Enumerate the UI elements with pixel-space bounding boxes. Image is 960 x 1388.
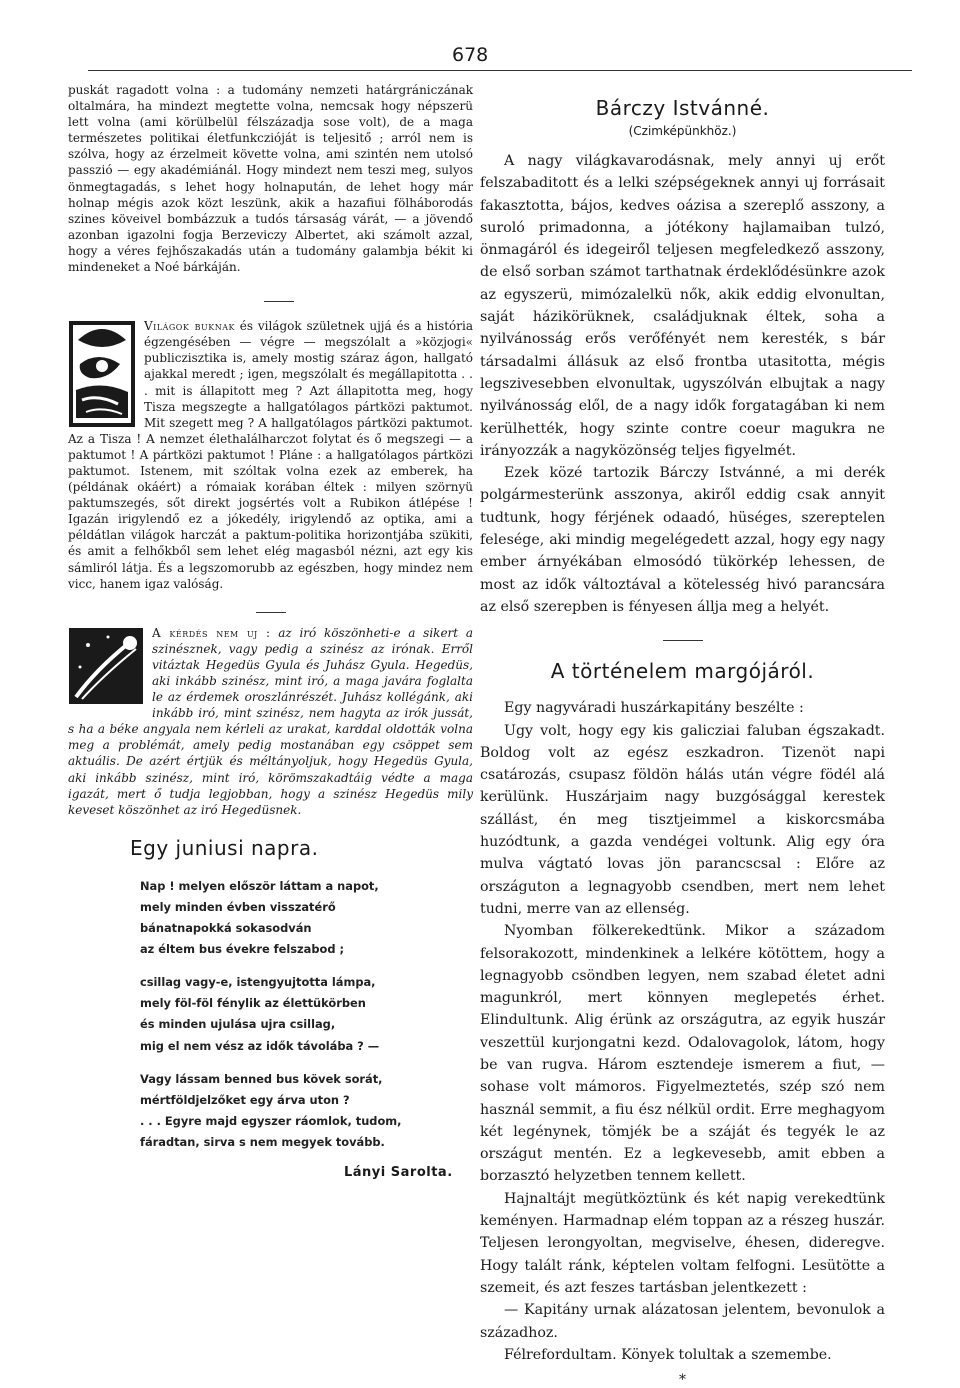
- history-article-title: A történelem margójáról.: [550, 659, 815, 684]
- history-paragraph: Félrefordultam. Könyek tolultak a szemembe.: [504, 1346, 832, 1363]
- shooting-star-ornament-icon: [68, 627, 144, 705]
- kerdes-section: [68, 625, 473, 818]
- poem-author: Lányi Sarolta.: [344, 1164, 453, 1180]
- poem-line: csillag vagy-e, istengyujtotta lámpa,: [140, 975, 376, 990]
- section-divider-2: [256, 612, 286, 613]
- history-paragraph: — Kapitány urnak alázatosan jelentem, bevonulok a századhoz.: [480, 1302, 885, 1341]
- history-paragraph: Egy nagyváradi huszárkapitány beszélte :: [504, 700, 804, 717]
- portrait-article-subtitle: (Czimképünkhöz.): [628, 124, 737, 138]
- end-mark: *: [679, 1372, 686, 1388]
- poem-line: mely minden évben visszatérő: [140, 899, 336, 914]
- poem-line: mértföldjelzőket egy árva uton ?: [140, 1092, 350, 1107]
- history-paragraph: Ugy volt, hogy egy kis galicziai faluban égszakadt. Boldog volt az egész eszkadron. Tizenöt napi csatározás, csupasz földön hálás után végre födél alá kerülünk. Huszárjaim nagy buzgósággal kerestek szállást, én meg tisztjeimmel a kiskorcsmába huzódtunk, a gazda vendégei voltunk. Alig egy óra mulva vágtató lovas jön parancscsal : Előre az országuton a legnagyobb csendben, mert nem lehet tudni, merre van az ellenség.: [480, 722, 885, 917]
- header-rule: [88, 70, 912, 71]
- kerdes-lead: A kérdés nem uj :: [152, 625, 271, 640]
- poem-line: . . . Egyre majd egyszer ráomlok, tudom,: [140, 1113, 402, 1128]
- intro-paragraph: puskát ragadott volna : a tudomány nemzeti határgrániczának oltalmára, ha mindezt megtette volna, nemcsak hogy népszerü lett volna (ami körülbelül félszázadja sose volt), de a maga természetes politikai életfunkczióját is teljesitő ; arról nem is szólva, hogy az érzelmeit követte volna, ami szintén nem utolsó passzió — egy akadémiánál. Hogy mindezt nem teszi meg, sulyos önmegtagadás, s lehet hogy holnapután, de lehet hogy már holnap mégis azok közt leszünk, akik a hazafiui fölháborodás szines köveivel bombázzuk a tudós társaság várát, — a jövendő azonban igazolni fogja Berzeviczy Albertet, aki számolt azzal, hogy a véres fejhőszakadás után a tudomány galambja békit ki mindeneket a Noé bárkáján.: [68, 83, 473, 275]
- poem-line: és minden ujulása ujra csillag,: [140, 1017, 336, 1032]
- page-number: 678: [452, 44, 489, 66]
- poem-line: az éltem bus évekre felszabod ;: [140, 942, 345, 957]
- left-column: [68, 82, 473, 1180]
- history-paragraph: Nyomban fölkerekedtünk. Mikor a századom felsorakozott, mindenkinek a lelkére kötöttem, hogy a legnagyobb csöndben legyen, nem szabad életet adni magunkról, mert könnyen meglepetés érhet. Elindultunk. Alig érünk az országutra, az egyik huszár veszettül kurjongatni kezd. Odalovagolok, látom, hogy be van rugva. Három esztendeje ismerem a fiut, — sohase volt mámoros. Figyelmeztetés, szép szó nem használ semmit, a fiu ész nélkül ordit. Erre meghagyom két legénynek, tömjék be a száját és tegyék le az országut mentén. Ez a legkevesebb, amit ebben a borzasztó helyzetben tennem kellett.: [480, 923, 885, 1185]
- right-column: [480, 82, 885, 1388]
- poem-line: Vagy lássam benned bus kövek sorát,: [140, 1071, 383, 1086]
- poem-line: Nap ! melyen először láttam a napot,: [140, 878, 379, 893]
- vilagok-lead: Világok buknak: [144, 319, 235, 334]
- poem-stanza: [140, 876, 473, 960]
- poem-line: fáradtan, sirva s nem megyek tovább.: [140, 1134, 385, 1149]
- art-nouveau-ornament-icon: [68, 320, 136, 428]
- portrait-article-title: Bárczy Istvánné.: [595, 96, 770, 120]
- poem-body: [140, 876, 473, 1153]
- portrait-paragraph: A nagy világkavarodásnak, mely annyi uj erőt felszabaditott és a lelki szépségeknek annyi uj forrásait fakasztotta, bájos, kedves oázisa a szereplő asszony, a suroló primadonna, a jótékony hajlamaiban tulzó, önmagáról és idegeiről teljesen megfeledkező asszony, de első sorban számot tarthatnak érdeklődésünkre azok az egyszerü, mimózalelkü nők, akik eddig elvonultan, saját házikörüknek, családjuknak éltek, soha a nyilvánosság erős verőfényét nem keresték, s bár társadalmi állásuk az első frontba utasitotta, mégis legszivesebben elvonultak, ugyszólván elbujtak a nagy nyilvánosság elől, de a nagy idők forgatagában ki nem kerülhették, hogy szinte contre coeur magukra ne irányozzák a nagyközönség teljes figyelmét.: [480, 153, 885, 459]
- portrait-paragraph: Ezek közé tartozik Bárczy Istvánné, a mi derék polgármesterünk asszonya, akiről eddig csak annyit tudtunk, hogy férjének odaadó, hüséges, szereptelen felesége, aki mindig megelégedett azzal, hogy egy nagy ember árnyékában elmosódó tükörkép lehessen, de most az idők változtával a kötelesség hivó parancsára az első szerepben is fényesen állja meg a helyét.: [480, 465, 885, 615]
- section-divider: [264, 301, 294, 302]
- poem-stanza: [140, 972, 473, 1056]
- poem-title: Egy juniusi napra.: [130, 835, 319, 860]
- poem-line: bánatnapokká sokasodván: [140, 921, 312, 936]
- poem-line: mely föl-föl fénylik az élettükörben: [140, 996, 366, 1011]
- kerdes-text: az iró köszönheti-e a sikert a szinésznek, vagy pedig a szinész az irónak. Erről vitáztak Hegedüs Gyula és Juhász Gyula. Hegedüs, aki inkább szinész, mint iró, a maga javára foglalta le az érdemek oroszlánrészét. Juhász kollégánk, aki inkább iró, mint szinész, nem hagyta az irók jussát, s ha a béke angyala nem kérleli az urakat, karddal oldották volna meg a problémát, amely pedig mostanában egy csöppet sem aktuális. De azért értjük és méltányoljuk, hogy Hegedüs Gyula, aki inkább szinész, mint iró, körömszakadtáig védte a maga igazát, mert ő tudja legjobban, hogy a szinész Hegedüs mily keveset köszönhet az iró Hegedüsnek.: [68, 625, 473, 817]
- vilagok-text: és világok születnek ujjá és a história égzengésében — végre — megszólalt a »közjogi« publiczisztika is, amely mostig száraz ágon, hallgató ajakkal meredt ; igen, megszólalt és megállapitotta . . . mit is állapitott meg ? Azt állapitotta meg, hogy Tisza megszegte a hallgatólagos pártközi paktumot. Mit szegett meg ? A hallgatólagos pártközi paktumot. Az a Tisza ! A nemzet élethalálharczot folytat és ő megszegi — a paktumot ! A pártközi paktumot ! Pláne : a hallgatólagos pártközi paktumot. Istenem, mit szóltak volna ezek az emberek, ha (példának okáért) a rómaiak korában éltek : milyen szörnyü paktumszegés, sőt direkt jogsértés volt a Rubikon átlépése ! Igazán irigylendő ez a jókedély, irigylendő az optika, ami a példátlan világok harczát a paktum-politika horizontjába szükiti, és amit a felhőkből sem lehet elég magasból nézni, azt egy kis sámliról látja. És a legszomorubb az egészben, hogy mindez nem vicc, hanem igaz valóság.: [68, 319, 473, 591]
- vilagok-section: [68, 318, 473, 592]
- poem-line: mig el nem vész az idők távolába ? —: [140, 1038, 380, 1053]
- poem-stanza: [140, 1069, 473, 1153]
- section-divider-right: [663, 640, 703, 641]
- history-paragraph: Hajnaltájt megütköztünk és két napig verekedtünk keményen. Harmadnap elém toppan az a részeg huszár. Teljesen lerongyoltan, megviselve, éhesen, dideregve. Hogy talált ránk, képtelen voltam felfogni. Lesütötte a szemeit, és azt feszes tartásban jelentkezett :: [480, 1190, 885, 1296]
